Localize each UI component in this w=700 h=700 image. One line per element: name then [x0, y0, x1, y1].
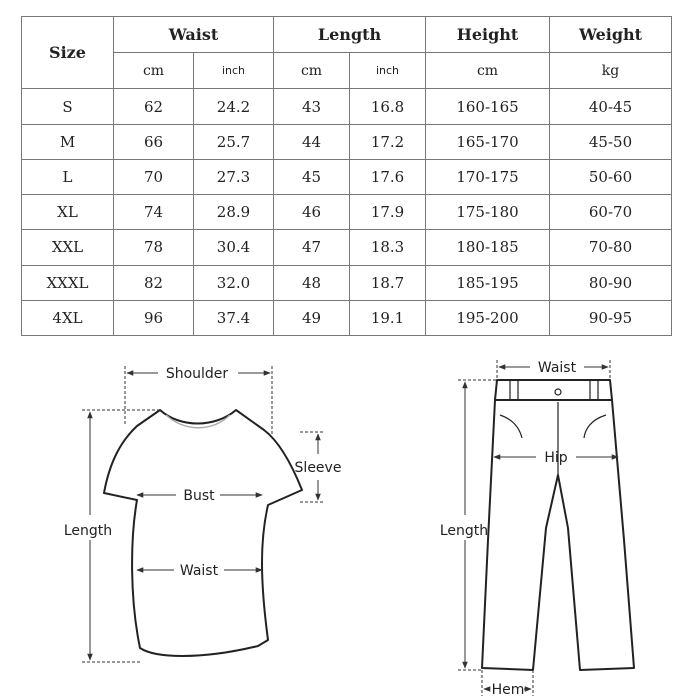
value-cell: 48 — [274, 265, 350, 300]
shoulder-label: Shoulder — [165, 366, 229, 382]
value-cell: 16.8 — [350, 89, 426, 124]
value-cell: 70-80 — [550, 230, 672, 265]
hem-label: Hem — [491, 682, 525, 698]
sleeve-label: Sleeve — [294, 460, 342, 476]
value-cell: 17.2 — [350, 124, 426, 159]
unit-cell: inch — [350, 53, 426, 89]
waist-header: Waist — [114, 17, 274, 53]
shirt-waist-label: Waist — [179, 563, 219, 579]
size-cell: L — [22, 159, 114, 194]
table-row — [22, 89, 672, 124]
value-cell: 96 — [114, 300, 194, 335]
value-cell: 70 — [114, 159, 194, 194]
value-cell: 17.6 — [350, 159, 426, 194]
value-cell: 17.9 — [350, 195, 426, 230]
weight-header: Weight — [550, 17, 672, 53]
value-cell: 25.7 — [194, 124, 274, 159]
value-cell: 49 — [274, 300, 350, 335]
value-cell: 90-95 — [550, 300, 672, 335]
value-cell: 160-165 — [426, 89, 550, 124]
value-cell: 80-90 — [550, 265, 672, 300]
length-header: Length — [274, 17, 426, 53]
size-cell: M — [22, 124, 114, 159]
size-cell: XL — [22, 195, 114, 230]
value-cell: 50-60 — [550, 159, 672, 194]
unit-cell: inch — [194, 53, 274, 89]
value-cell: 180-185 — [426, 230, 550, 265]
table-row — [22, 230, 672, 265]
size-cell: 4XL — [22, 300, 114, 335]
pants-waist-label: Waist — [537, 360, 577, 376]
hip-label: Hip — [544, 450, 568, 466]
pants-length-label: Length — [439, 523, 489, 539]
size-cell: S — [22, 89, 114, 124]
size-header: Size — [22, 17, 114, 89]
bust-label: Bust — [183, 488, 215, 504]
unit-cell: cm — [274, 53, 350, 89]
height-header: Height — [426, 17, 550, 53]
size-cell: XXXL — [22, 265, 114, 300]
value-cell: 18.3 — [350, 230, 426, 265]
value-cell: 40-45 — [550, 89, 672, 124]
table-body — [22, 89, 672, 336]
value-cell: 185-195 — [426, 265, 550, 300]
value-cell: 45-50 — [550, 124, 672, 159]
value-cell: 175-180 — [426, 195, 550, 230]
size-cell: XXL — [22, 230, 114, 265]
value-cell: 82 — [114, 265, 194, 300]
size-chart-table — [21, 16, 672, 336]
pants-outline — [482, 380, 634, 670]
table-row — [22, 265, 672, 300]
table-row — [22, 300, 672, 335]
unit-cell: kg — [550, 53, 672, 89]
value-cell: 46 — [274, 195, 350, 230]
value-cell: 37.4 — [194, 300, 274, 335]
value-cell: 170-175 — [426, 159, 550, 194]
table-row — [22, 159, 672, 194]
shirt-length-label: Length — [63, 523, 113, 539]
value-cell: 44 — [274, 124, 350, 159]
value-cell: 62 — [114, 89, 194, 124]
unit-cell: cm — [114, 53, 194, 89]
value-cell: 45 — [274, 159, 350, 194]
value-cell: 18.7 — [350, 265, 426, 300]
value-cell: 27.3 — [194, 159, 274, 194]
table-row — [22, 195, 672, 230]
tshirt-outline — [104, 410, 302, 656]
value-cell: 74 — [114, 195, 194, 230]
value-cell: 66 — [114, 124, 194, 159]
measurement-diagram — [0, 340, 700, 700]
value-cell: 43 — [274, 89, 350, 124]
value-cell: 24.2 — [194, 89, 274, 124]
value-cell: 60-70 — [550, 195, 672, 230]
value-cell: 47 — [274, 230, 350, 265]
value-cell: 32.0 — [194, 265, 274, 300]
value-cell: 28.9 — [194, 195, 274, 230]
value-cell: 30.4 — [194, 230, 274, 265]
unit-cell: cm — [426, 53, 550, 89]
value-cell: 165-170 — [426, 124, 550, 159]
value-cell: 19.1 — [350, 300, 426, 335]
table-row — [22, 124, 672, 159]
value-cell: 78 — [114, 230, 194, 265]
value-cell: 195-200 — [426, 300, 550, 335]
